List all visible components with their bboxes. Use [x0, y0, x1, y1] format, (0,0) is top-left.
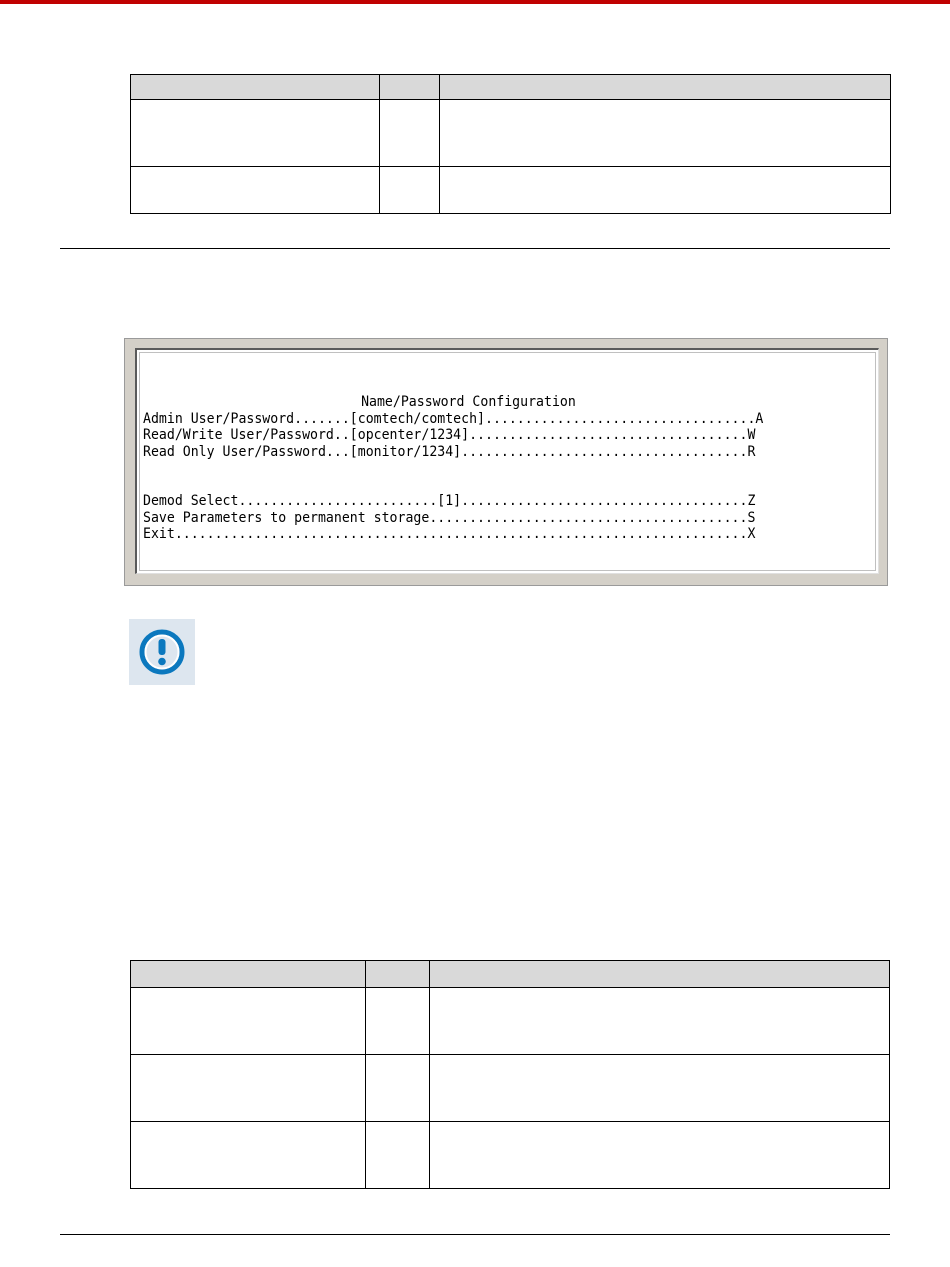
table-cell [131, 1122, 366, 1189]
exclamation-circle-icon-graphic [129, 619, 195, 685]
table-header-cell [131, 961, 366, 988]
table-cell [430, 1122, 890, 1189]
table-cell [430, 988, 890, 1055]
table-cell [131, 167, 380, 214]
top-table [130, 74, 891, 214]
header-rule [0, 0, 950, 4]
terminal-line-readonly: Read Only User/Password...[monitor/1234]....................................R [143, 443, 756, 460]
terminal-line-admin: Admin User/Password.......[comtech/comtech]..................................A [143, 410, 764, 427]
table-cell [366, 1055, 430, 1122]
table-cell [131, 1055, 366, 1122]
terminal-text [143, 394, 763, 543]
bottom-table [130, 960, 890, 1189]
terminal-line-readwrite: Read/Write User/Password..[opcenter/1234]...................................W [143, 427, 756, 443]
table-header-cell [380, 75, 440, 100]
table-cell [440, 100, 891, 167]
table-cell [380, 167, 440, 214]
terminal-line-save: Save Parameters to permanent storage........................................S [143, 509, 756, 526]
table-header-cell [131, 75, 380, 100]
terminal-screen [135, 348, 879, 574]
table-header-cell [440, 75, 891, 100]
terminal-line-exit: Exit........................................................................X [143, 526, 756, 542]
table-row [131, 100, 891, 167]
table-row [131, 1122, 890, 1189]
terminal-blank-line [143, 460, 763, 477]
table-cell [430, 1055, 890, 1122]
table-cell [380, 100, 440, 167]
table-header-cell [366, 961, 430, 988]
table-header-row [131, 75, 891, 100]
terminal-line-demod: Demod Select.........................[1]....................................Z [143, 493, 756, 509]
terminal-title: Name/Password Configuration [361, 394, 576, 410]
exclamation-circle-icon [129, 619, 195, 685]
table-cell [440, 167, 891, 214]
terminal-screenshot [124, 338, 888, 586]
table-cell [366, 1122, 430, 1189]
table-header-row [131, 961, 890, 988]
section-divider [60, 248, 890, 249]
table-row [131, 988, 890, 1055]
table-cell [131, 100, 380, 167]
table-row [131, 1055, 890, 1122]
table-header-cell [430, 961, 890, 988]
terminal-blank-line [143, 477, 763, 494]
table-cell [366, 988, 430, 1055]
table-cell [131, 988, 366, 1055]
footer-divider [60, 1234, 890, 1235]
table-row [131, 167, 891, 214]
